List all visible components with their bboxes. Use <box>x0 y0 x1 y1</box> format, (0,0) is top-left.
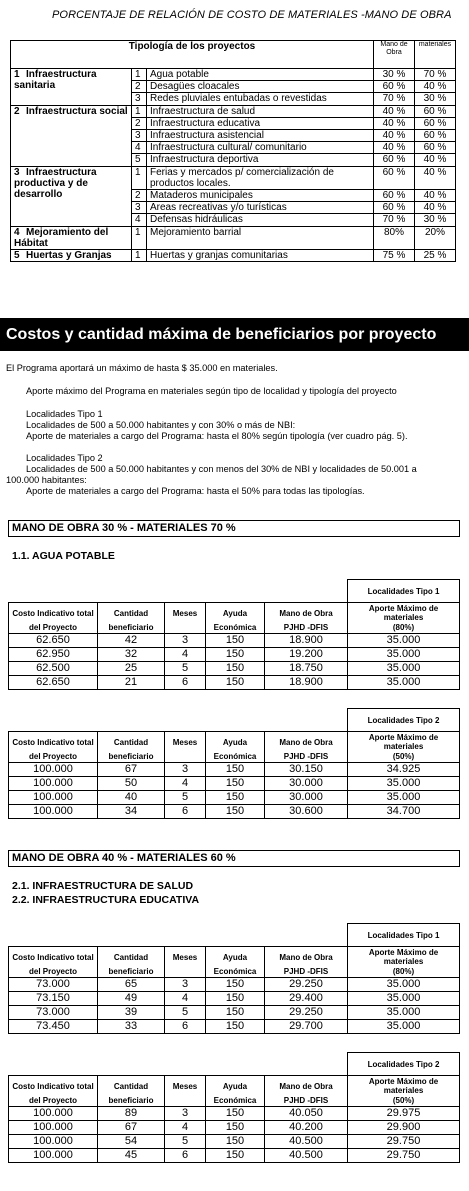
column-header: Aporte Máximo de materiales <box>348 947 460 968</box>
column-header: Ayuda <box>206 732 265 753</box>
locality-label: Localidades Tipo 1 <box>348 924 460 947</box>
column-header: Ayuda <box>206 947 265 968</box>
item-mano-obra: 60 % <box>374 190 415 202</box>
item-number: 5 <box>132 154 147 166</box>
item-label: Agua potable <box>147 69 374 81</box>
item-materiales: 30 % <box>415 214 456 226</box>
table-cell: 100.000 <box>9 777 98 791</box>
table-cell: 29.700 <box>265 1020 348 1034</box>
table-cell: 62.650 <box>9 634 98 648</box>
item-mano-obra: 30 % <box>374 69 415 81</box>
costs-table-agua-tipo1 <box>8 579 460 690</box>
table-cell: 3 <box>165 978 206 992</box>
blank-cell <box>9 1053 348 1076</box>
column-header: Mano de Obra <box>265 947 348 968</box>
column-header: Cantidad <box>98 1076 165 1097</box>
table-cell: 73.450 <box>9 1020 98 1034</box>
column-subheader <box>165 967 206 978</box>
column-header: Ayuda <box>206 603 265 624</box>
table-cell: 30.600 <box>265 805 348 819</box>
tipo1-title: Localidades Tipo 1 <box>26 409 103 419</box>
table-cell: 73.000 <box>9 1006 98 1020</box>
tipologia-row <box>11 250 456 262</box>
locality-row <box>9 709 460 732</box>
item-materiales: 40 % <box>415 166 456 189</box>
table-cell: 50 <box>98 777 165 791</box>
table-cell: 32 <box>98 648 165 662</box>
tipo2-title: Localidades Tipo 2 <box>26 453 103 463</box>
item-materiales: 60 % <box>415 130 456 142</box>
item-label: Areas recreativas y/o turísticas <box>147 202 374 214</box>
table-cell: 150 <box>206 1135 265 1149</box>
section-infra-salud: 2.1. INFRAESTRUCTURA DE SALUD <box>12 880 194 892</box>
table-cell: 35.000 <box>348 662 460 676</box>
table-cell: 5 <box>165 1006 206 1020</box>
item-materiales: 40 % <box>415 190 456 202</box>
table-row <box>9 1149 460 1163</box>
table-cell: 29.975 <box>348 1107 460 1121</box>
table-cell: 34 <box>98 805 165 819</box>
group-name: Infraestructura productiva y de desarrollo <box>14 166 97 201</box>
table-row <box>9 791 460 805</box>
table-cell: 150 <box>206 1006 265 1020</box>
item-materiales: 60 % <box>415 117 456 129</box>
column-subheader: beneficiario <box>98 967 165 978</box>
column-header: Costo Indicativo total <box>9 732 98 753</box>
locality-label: Localidades Tipo 2 <box>348 709 460 732</box>
table-cell: 150 <box>206 791 265 805</box>
item-materiales: 60 % <box>415 105 456 117</box>
column-subheader: Económica <box>206 752 265 763</box>
table-cell: 150 <box>206 777 265 791</box>
column-subheader: del Proyecto <box>9 752 98 763</box>
tipo1-line2: Aporte de materiales a cargo del Programa: hasta el 80% según tipología (ver cuadro pág. 5). <box>26 431 408 441</box>
column-subheader: PJHD -DFIS <box>265 752 348 763</box>
item-materiales: 40 % <box>415 202 456 214</box>
table-cell: 67 <box>98 763 165 777</box>
table-cell: 100.000 <box>9 805 98 819</box>
blank-cell <box>9 580 348 603</box>
table-row <box>9 676 460 690</box>
table-row <box>9 1121 460 1135</box>
column-subheader: (80%) <box>348 967 460 978</box>
table-cell: 40 <box>98 791 165 805</box>
table-cell: 35.000 <box>348 634 460 648</box>
column-subheader: Económica <box>206 1096 265 1107</box>
table-cell: 150 <box>206 992 265 1006</box>
table-cell: 45 <box>98 1149 165 1163</box>
column-header: Ayuda <box>206 1076 265 1097</box>
column-subheader: (50%) <box>348 752 460 763</box>
table-cell: 150 <box>206 1020 265 1034</box>
tipologia-header: Tipología de los proyectos <box>11 41 374 69</box>
item-materiales: 40 % <box>415 81 456 93</box>
group-number: 4 <box>14 226 20 238</box>
table-cell: 18.900 <box>265 676 348 690</box>
item-label: Infraestructura asistencial <box>147 130 374 142</box>
table-cell: 100.000 <box>9 1107 98 1121</box>
table-cell: 34.925 <box>348 763 460 777</box>
table-cell: 6 <box>165 1149 206 1163</box>
table-cell: 73.000 <box>9 978 98 992</box>
table-cell: 40.200 <box>265 1121 348 1135</box>
column-subheader: beneficiario <box>98 623 165 634</box>
table-cell: 18.900 <box>265 634 348 648</box>
item-label: Mataderos municipales <box>147 190 374 202</box>
table-cell: 62.950 <box>9 648 98 662</box>
column-subheader: PJHD -DFIS <box>265 623 348 634</box>
tipologia-group-cell <box>11 105 132 166</box>
column-subheader <box>165 623 206 634</box>
table-row <box>9 1020 460 1034</box>
item-label: Huertas y granjas comunitarias <box>147 250 374 262</box>
intro-text: El Programa aportará un máximo de hasta $ 35.000 en materiales. <box>6 363 278 373</box>
table-cell: 5 <box>165 662 206 676</box>
item-number: 3 <box>132 202 147 214</box>
group-name: Infraestructura sanitaria <box>14 69 97 92</box>
table-row <box>9 1006 460 1020</box>
table-cell: 30.000 <box>265 791 348 805</box>
group-number: 3 <box>14 166 20 178</box>
column-header: Aporte Máximo de materiales <box>348 603 460 624</box>
header-row-2 <box>9 752 460 763</box>
column-subheader <box>165 1096 206 1107</box>
table-cell: 100.000 <box>9 1121 98 1135</box>
column-subheader: del Proyecto <box>9 967 98 978</box>
column-header: Cantidad <box>98 603 165 624</box>
item-label: Infraestructura cultural/ comunitario <box>147 142 374 154</box>
table-row <box>9 634 460 648</box>
item-number: 1 <box>132 250 147 262</box>
table-cell: 35.000 <box>348 978 460 992</box>
item-number: 4 <box>132 214 147 226</box>
tipologia-row <box>11 105 456 117</box>
table-cell: 35.000 <box>348 777 460 791</box>
column-subheader: beneficiario <box>98 1096 165 1107</box>
table-cell: 35.000 <box>348 791 460 805</box>
item-number: 1 <box>132 226 147 249</box>
table-cell: 4 <box>165 1121 206 1135</box>
col-mano-obra: Mano de Obra <box>374 41 415 69</box>
tipologia-row <box>11 69 456 81</box>
table-cell: 4 <box>165 992 206 1006</box>
table-row <box>9 1135 460 1149</box>
item-label: Ferias y mercados p/ comercialización de productos locales. <box>147 166 374 189</box>
item-number: 3 <box>132 130 147 142</box>
blank-cell <box>9 924 348 947</box>
table-row <box>9 805 460 819</box>
item-number: 4 <box>132 142 147 154</box>
table-cell: 30.000 <box>265 777 348 791</box>
tipologia-table <box>10 40 456 262</box>
header-row-2 <box>9 623 460 634</box>
group-name: Mejoramiento del Hábitat <box>14 226 109 249</box>
tipologia-header-row <box>11 41 456 69</box>
header-row-2 <box>9 967 460 978</box>
section-agua-potable: 1.1. AGUA POTABLE <box>12 550 115 562</box>
table-cell: 150 <box>206 648 265 662</box>
tipo2-line3: Aporte de materiales a cargo del Programa: hasta el 50% para todas las tipologías. <box>26 486 365 496</box>
item-mano-obra: 40 % <box>374 105 415 117</box>
table-cell: 150 <box>206 676 265 690</box>
column-subheader: (80%) <box>348 623 460 634</box>
locality-label: Localidades Tipo 2 <box>348 1053 460 1076</box>
item-label: Infraestructura de salud <box>147 105 374 117</box>
item-label: Redes pluviales entubadas o revestidas <box>147 93 374 105</box>
table-row <box>9 763 460 777</box>
table-cell: 54 <box>98 1135 165 1149</box>
locality-row <box>9 580 460 603</box>
tipologia-group-cell <box>11 226 132 249</box>
table-cell: 5 <box>165 791 206 805</box>
group-number: 1 <box>14 69 20 80</box>
item-mano-obra: 40 % <box>374 130 415 142</box>
table-cell: 62.650 <box>9 676 98 690</box>
table-cell: 35.000 <box>348 1020 460 1034</box>
header-row-2 <box>9 1096 460 1107</box>
table-cell: 49 <box>98 992 165 1006</box>
table-cell: 6 <box>165 1020 206 1034</box>
table-cell: 35.000 <box>348 1006 460 1020</box>
document-top-title: PORCENTAJE DE RELACIÓN DE COSTO DE MATERIALES -MANO DE OBRA <box>52 9 452 21</box>
header-row <box>9 732 460 753</box>
item-mano-obra: 60 % <box>374 81 415 93</box>
table-cell: 150 <box>206 763 265 777</box>
table-cell: 18.750 <box>265 662 348 676</box>
table-row <box>9 992 460 1006</box>
item-label: Desagües cloacales <box>147 81 374 93</box>
blank-cell <box>9 709 348 732</box>
table-cell: 100.000 <box>9 791 98 805</box>
section-banner: Costos y cantidad máxima de beneficiarios por proyecto <box>0 318 469 351</box>
table-cell: 3 <box>165 1107 206 1121</box>
table-cell: 150 <box>206 1121 265 1135</box>
item-materiales: 20% <box>415 226 456 249</box>
locality-row <box>9 1053 460 1076</box>
item-number: 2 <box>132 117 147 129</box>
column-header: Costo Indicativo total <box>9 1076 98 1097</box>
ratio-box-30-70: MANO DE OBRA 30 % - MATERIALES 70 % <box>8 520 460 537</box>
column-header: Cantidad <box>98 732 165 753</box>
table-row <box>9 1107 460 1121</box>
group-name: Infraestructura social <box>26 105 128 117</box>
table-cell: 67 <box>98 1121 165 1135</box>
tipologia-group-cell <box>11 250 132 262</box>
table-cell: 89 <box>98 1107 165 1121</box>
table-cell: 150 <box>206 662 265 676</box>
tipo1-line1: Localidades de 500 a 50.000 habitantes y con 30% o más de NBI: <box>26 420 296 430</box>
item-materiales: 25 % <box>415 250 456 262</box>
column-subheader: (50%) <box>348 1096 460 1107</box>
item-number: 1 <box>132 166 147 189</box>
column-header: Mano de Obra <box>265 732 348 753</box>
column-subheader: PJHD -DFIS <box>265 967 348 978</box>
group-number: 2 <box>14 105 20 117</box>
ratio-box-40-60: MANO DE OBRA 40 % - MATERIALES 60 % <box>8 850 460 867</box>
table-cell: 150 <box>206 634 265 648</box>
column-header: Meses <box>165 732 206 753</box>
table-cell: 29.750 <box>348 1149 460 1163</box>
table-cell: 29.400 <box>265 992 348 1006</box>
table-cell: 150 <box>206 805 265 819</box>
item-mano-obra: 40 % <box>374 142 415 154</box>
tipologia-row <box>11 166 456 189</box>
column-subheader: Económica <box>206 967 265 978</box>
table-cell: 100.000 <box>9 1149 98 1163</box>
column-subheader: del Proyecto <box>9 623 98 634</box>
item-label: Mejoramiento barrial <box>147 226 374 249</box>
item-label: Defensas hidráulicas <box>147 214 374 226</box>
tipo2-line1: Localidades de 500 a 50.000 habitantes y con menos del 30% de NBI y localidades de 50.001 a <box>26 464 417 474</box>
item-materiales: 60 % <box>415 142 456 154</box>
item-mano-obra: 60 % <box>374 154 415 166</box>
item-mano-obra: 40 % <box>374 117 415 129</box>
col-materiales: materiales <box>415 41 456 69</box>
table-cell: 150 <box>206 1149 265 1163</box>
item-label: Infraestructura deportiva <box>147 154 374 166</box>
table-cell: 100.000 <box>9 763 98 777</box>
table-cell: 40.050 <box>265 1107 348 1121</box>
table-row <box>9 648 460 662</box>
table-cell: 29.750 <box>348 1135 460 1149</box>
column-header: Meses <box>165 603 206 624</box>
table-cell: 6 <box>165 676 206 690</box>
locality-label: Localidades Tipo 1 <box>348 580 460 603</box>
tipologia-row <box>11 226 456 249</box>
table-row <box>9 662 460 676</box>
table-cell: 25 <box>98 662 165 676</box>
table-cell: 21 <box>98 676 165 690</box>
table-cell: 29.250 <box>265 978 348 992</box>
tipologia-group-cell <box>11 69 132 106</box>
header-row <box>9 947 460 968</box>
item-label: Infraestructura educativa <box>147 117 374 129</box>
item-mano-obra: 70 % <box>374 214 415 226</box>
item-mano-obra: 70 % <box>374 93 415 105</box>
table-row <box>9 978 460 992</box>
table-cell: 62.500 <box>9 662 98 676</box>
table-cell: 4 <box>165 777 206 791</box>
table-cell: 3 <box>165 634 206 648</box>
item-number: 2 <box>132 81 147 93</box>
column-header: Cantidad <box>98 947 165 968</box>
column-subheader: PJHD -DFIS <box>265 1096 348 1107</box>
table-cell: 35.000 <box>348 676 460 690</box>
costs-table-salud-tipo2 <box>8 1052 460 1163</box>
item-number: 3 <box>132 93 147 105</box>
item-materiales: 30 % <box>415 93 456 105</box>
column-header: Aporte Máximo de materiales <box>348 1076 460 1097</box>
table-cell: 4 <box>165 648 206 662</box>
tipo2-line2: 100.000 habitantes: <box>6 475 87 485</box>
item-number: 2 <box>132 190 147 202</box>
header-row <box>9 1076 460 1097</box>
table-cell: 34.700 <box>348 805 460 819</box>
table-cell: 42 <box>98 634 165 648</box>
column-header: Meses <box>165 947 206 968</box>
item-number: 1 <box>132 69 147 81</box>
column-subheader: del Proyecto <box>9 1096 98 1107</box>
column-subheader: Económica <box>206 623 265 634</box>
costs-table-agua-tipo2 <box>8 708 460 819</box>
table-cell: 39 <box>98 1006 165 1020</box>
column-header: Meses <box>165 1076 206 1097</box>
locality-row <box>9 924 460 947</box>
item-number: 1 <box>132 105 147 117</box>
table-cell: 19.200 <box>265 648 348 662</box>
table-cell: 150 <box>206 1107 265 1121</box>
column-header: Mano de Obra <box>265 1076 348 1097</box>
section-infra-educativa: 2.2. INFRAESTRUCTURA EDUCATIVA <box>12 894 200 906</box>
table-cell: 30.150 <box>265 763 348 777</box>
column-header: Costo Indicativo total <box>9 603 98 624</box>
table-cell: 100.000 <box>9 1135 98 1149</box>
column-header: Costo Indicativo total <box>9 947 98 968</box>
table-cell: 73.150 <box>9 992 98 1006</box>
group-name: Huertas y Granjas <box>26 250 112 262</box>
table-cell: 35.000 <box>348 992 460 1006</box>
item-mano-obra: 60 % <box>374 166 415 189</box>
table-row <box>9 777 460 791</box>
aporte-heading: Aporte máximo del Programa en materiales según tipo de localidad y tipología del proyecto <box>26 386 397 396</box>
table-cell: 40.500 <box>265 1135 348 1149</box>
item-materiales: 40 % <box>415 154 456 166</box>
table-cell: 29.250 <box>265 1006 348 1020</box>
column-header: Aporte Máximo de materiales <box>348 732 460 753</box>
table-cell: 5 <box>165 1135 206 1149</box>
header-row <box>9 603 460 624</box>
costs-table-salud-tipo1 <box>8 923 460 1034</box>
column-header: Mano de Obra <box>265 603 348 624</box>
table-cell: 40.500 <box>265 1149 348 1163</box>
column-subheader <box>165 752 206 763</box>
table-cell: 65 <box>98 978 165 992</box>
table-cell: 29.900 <box>348 1121 460 1135</box>
tipologia-group-cell <box>11 166 132 226</box>
column-subheader: beneficiario <box>98 752 165 763</box>
table-cell: 3 <box>165 763 206 777</box>
table-cell: 33 <box>98 1020 165 1034</box>
item-mano-obra: 60 % <box>374 202 415 214</box>
item-materiales: 70 % <box>415 69 456 81</box>
group-number: 5 <box>14 250 20 262</box>
item-mano-obra: 80% <box>374 226 415 249</box>
table-cell: 35.000 <box>348 648 460 662</box>
item-mano-obra: 75 % <box>374 250 415 262</box>
table-cell: 6 <box>165 805 206 819</box>
table-cell: 150 <box>206 978 265 992</box>
